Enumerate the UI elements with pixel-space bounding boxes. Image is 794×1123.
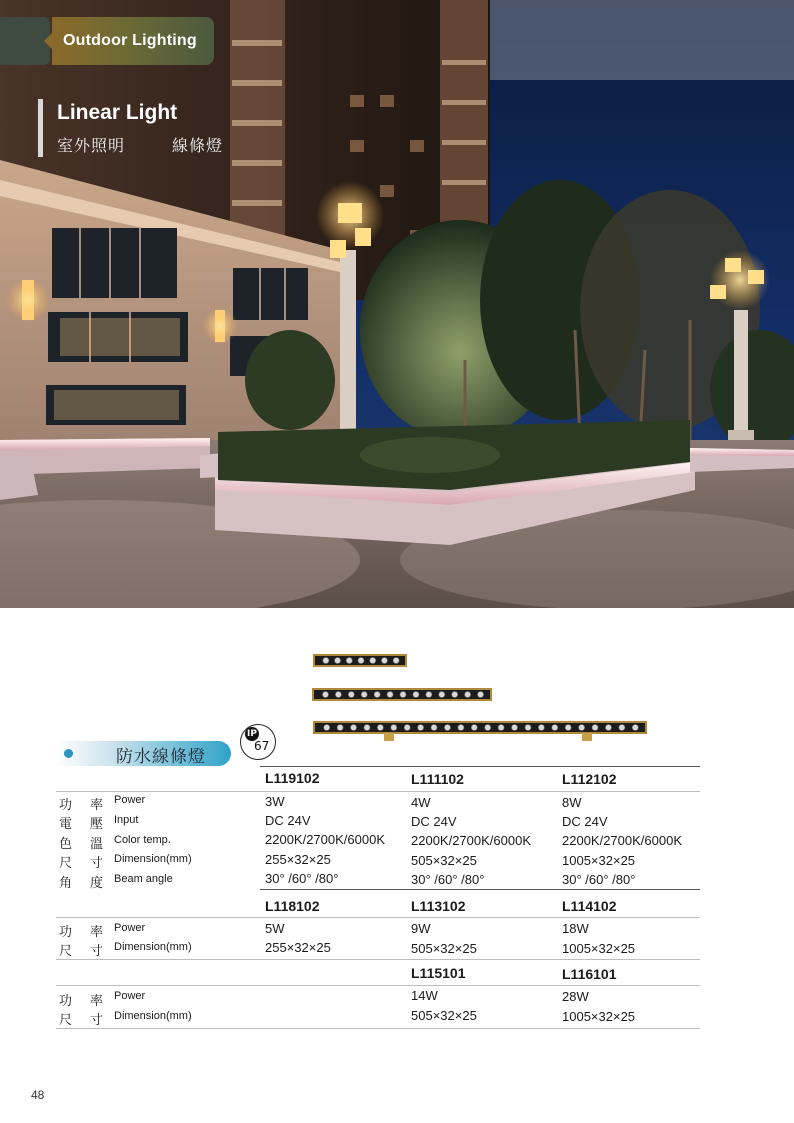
spec-dimension: 255×32×25 (265, 852, 331, 867)
row-rule (56, 985, 700, 986)
mounting-bracket (582, 733, 592, 741)
label-dimension-zh: 寸 (90, 944, 104, 959)
spec-dimension: 255×32×25 (265, 940, 331, 955)
spec-power: 14W (411, 988, 438, 1003)
page-subtitle-product: 線條燈 (172, 136, 224, 155)
spec-beam: 30° /60° /80° (562, 872, 636, 887)
label-dimension-zh: 尺 (59, 1013, 73, 1028)
spec-power: 8W (562, 795, 582, 810)
led-lens (512, 725, 518, 731)
led-lens (498, 725, 504, 731)
category-tab-marker (0, 17, 50, 65)
led-lens (478, 692, 484, 698)
spec-power: 9W (411, 921, 431, 936)
section-bullet-icon (64, 749, 73, 758)
led-lens (348, 692, 354, 698)
spec-input: DC 24V (411, 814, 457, 829)
led-lens (404, 725, 410, 731)
spec-power: 4W (411, 795, 431, 810)
led-lens (458, 725, 464, 731)
led-lens (452, 692, 458, 698)
label-power-zh: 功 (59, 994, 73, 1009)
led-lens (351, 725, 357, 731)
page-title: Linear Light (57, 101, 178, 124)
label-power-zh: 功 (59, 798, 73, 813)
led-lens (565, 725, 571, 731)
label-dimension-zh: 寸 (90, 856, 104, 871)
led-lens (426, 692, 432, 698)
group-divider (260, 889, 700, 890)
linear-light-bar (313, 689, 491, 700)
led-lens (391, 725, 397, 731)
label-beam-en: Beam angle (114, 873, 173, 885)
label-color-zh: 色 (59, 837, 73, 852)
label-dimension-en: Dimension(mm) (114, 853, 192, 865)
spec-power: 28W (562, 989, 589, 1004)
led-lens (361, 692, 367, 698)
led-lens (485, 725, 491, 731)
led-lens (579, 725, 585, 731)
model-name: L114102 (562, 898, 617, 914)
label-power-zh: 率 (90, 925, 104, 940)
table-bottom-rule (56, 1028, 700, 1029)
model-name: L112102 (562, 771, 617, 787)
led-lens (374, 692, 380, 698)
model-name: L113102 (411, 898, 466, 914)
led-lens (431, 725, 437, 731)
row-rule (56, 917, 700, 918)
label-dimension-en: Dimension(mm) (114, 941, 192, 953)
led-lens (322, 692, 328, 698)
led-lens (439, 692, 445, 698)
led-lens (632, 725, 638, 731)
label-color-en: Color temp. (114, 834, 171, 846)
page-subtitle-category: 室外照明 (57, 136, 126, 155)
label-color-zh: 溫 (90, 837, 104, 852)
led-lens (364, 725, 370, 731)
led-lens (552, 725, 558, 731)
spec-color-temp: 2200K/2700K/6000K (562, 833, 682, 848)
linear-light-bar (314, 722, 646, 741)
spec-color-temp: 2200K/2700K/6000K (411, 833, 531, 848)
group-divider (56, 959, 700, 960)
label-power-en: Power (114, 922, 146, 934)
label-power-zh: 功 (59, 925, 73, 940)
spec-power: 18W (562, 921, 589, 936)
spec-dimension: 505×32×25 (411, 1008, 477, 1023)
led-lens (393, 658, 399, 664)
page-number: 48 (31, 1088, 45, 1102)
label-dimension-zh: 尺 (59, 856, 73, 871)
title-accent-bar (38, 99, 43, 157)
spec-dimension: 1005×32×25 (562, 853, 636, 868)
led-lens (605, 725, 611, 731)
led-lens (346, 658, 352, 664)
label-dimension-en: Dimension(mm) (114, 1010, 192, 1022)
linear-light-bars (300, 645, 660, 750)
led-lens (413, 692, 419, 698)
led-lens (538, 725, 544, 731)
section-title: 防水線條燈 (116, 747, 206, 767)
led-lens (381, 658, 387, 664)
label-beam-zh: 度 (90, 876, 104, 891)
label-power-zh: 率 (90, 994, 104, 1009)
ip-label: IP (245, 727, 259, 741)
model-name: L119102 (265, 770, 320, 786)
model-name: L115101 (411, 965, 466, 981)
model-name: L116101 (562, 966, 617, 982)
led-lens (465, 692, 471, 698)
spec-power: 3W (265, 794, 285, 809)
led-lens (471, 725, 477, 731)
label-power-en: Power (114, 990, 146, 1002)
spec-input: DC 24V (562, 814, 608, 829)
model-name: L111102 (411, 771, 464, 787)
led-lens (387, 692, 393, 698)
led-lens (337, 725, 343, 731)
led-lens (358, 658, 364, 664)
row-rule (56, 791, 700, 792)
led-lens (335, 658, 341, 664)
led-lens (324, 725, 330, 731)
led-lens (592, 725, 598, 731)
label-dimension-zh: 尺 (59, 944, 73, 959)
category-tab: Outdoor Lighting (52, 17, 214, 65)
spec-input: DC 24V (265, 813, 311, 828)
led-lens (400, 692, 406, 698)
model-name: L118102 (265, 898, 320, 914)
led-lens (335, 692, 341, 698)
label-input-zh: 壓 (90, 817, 104, 832)
ip-rating-value: 67 (254, 739, 270, 753)
label-input-zh: 電 (59, 817, 73, 832)
table-top-rule (260, 766, 700, 767)
led-lens (323, 658, 329, 664)
spec-power: 5W (265, 921, 285, 936)
spec-beam: 30° /60° /80° (265, 871, 339, 886)
label-beam-zh: 角 (59, 876, 73, 891)
product-images (300, 645, 660, 750)
spec-dimension: 1005×32×25 (562, 1009, 636, 1024)
spec-dimension: 505×32×25 (411, 941, 477, 956)
mounting-bracket (384, 733, 394, 741)
led-lens (525, 725, 531, 731)
ip-rating-badge (240, 724, 276, 760)
label-input-en: Input (114, 814, 139, 826)
spec-color-temp: 2200K/2700K/6000K (265, 832, 385, 847)
led-lens (370, 658, 376, 664)
led-lens (619, 725, 625, 731)
led-lens (418, 725, 424, 731)
label-power-zh: 率 (90, 798, 104, 813)
spec-dimension: 1005×32×25 (562, 941, 636, 956)
label-power-en: Power (114, 794, 146, 806)
spec-beam: 30° /60° /80° (411, 872, 485, 887)
led-lens (377, 725, 383, 731)
label-dimension-zh: 寸 (90, 1013, 104, 1028)
linear-light-bar (314, 655, 406, 666)
led-lens (444, 725, 450, 731)
spec-dimension: 505×32×25 (411, 853, 477, 868)
